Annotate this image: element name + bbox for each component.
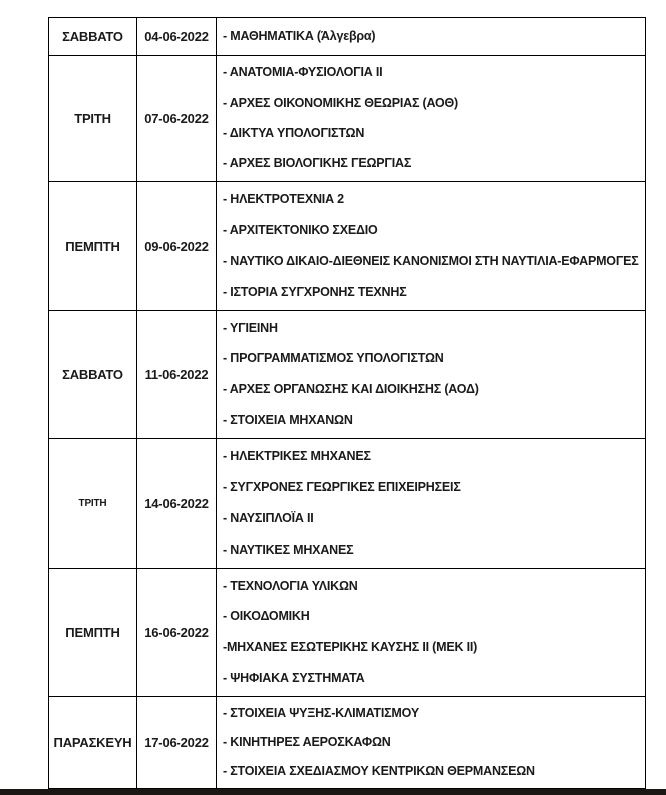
subject-item: - ΑΝΑΤΟΜΙΑ-ΦΥΣΙΟΛΟΓΙΑ ΙΙ (223, 65, 383, 80)
bottom-bar (0, 789, 666, 795)
subject-item: - ΑΡΧΕΣ ΟΡΓΑΝΩΣΗΣ ΚΑΙ ΔΙΟΙΚΗΣΗΣ (ΑΟΔ) (223, 382, 479, 396)
table-row (49, 696, 645, 788)
table-row (49, 438, 645, 568)
subjects-cell (216, 569, 645, 696)
day-cell: ΤΡΙΤΗ (74, 111, 111, 126)
day-cell: ΤΡΙΤΗ (78, 498, 107, 509)
subject-item: - ΠΡΟΓΡΑΜΜΑΤΙΣΜΟΣ ΥΠΟΛΟΓΙΣΤΩΝ (223, 351, 444, 366)
date-cell: 07-06-2022 (136, 56, 216, 181)
table-row (49, 18, 645, 55)
subject-item: - ΗΛΕΚΤΡΟΤΕΧΝΙΑ 2 (223, 191, 344, 206)
subject-item: - ΗΛΕΚΤΡΙΚΕΣ ΜΗΧΑΝΕΣ (223, 448, 371, 463)
subject-item: - ΤΕΧΝΟΛΟΓΙΑ ΥΛΙΚΩΝ (223, 578, 358, 593)
table-row (49, 181, 645, 310)
day-cell: ΠΕΜΠΤΗ (65, 238, 120, 254)
day-cell: ΣΑΒΒΑΤΟ (62, 29, 123, 44)
subject-item: - ΟΙΚΟΔΟΜΙΚΗ (223, 609, 310, 624)
subjects-cell (216, 697, 645, 788)
table-row (49, 568, 645, 696)
subject-item: - ΨΗΦΙΑΚΑ ΣΥΣΤΗΜΑΤΑ (223, 670, 365, 685)
date-cell: 09-06-2022 (136, 182, 216, 310)
subject-item: - ΣΤΟΙΧΕΙΑ ΜΗΧΑΝΩΝ (223, 412, 353, 427)
subject-item: - ΝΑΥΤΙΚΟ ΔΙΚΑΙΟ-ΔΙΕΘΝΕΙΣ ΚΑΝΟΝΙΣΜΟΙ ΣΤΗ ΝΑΥΤΙΛΙΑ-ΕΦΑΡΜΟΓΕΣ (223, 253, 639, 268)
date-cell: 14-06-2022 (136, 439, 216, 568)
subjects-cell (216, 311, 645, 438)
subject-item: - ΝΑΥΤΙΚΕΣ ΜΗΧΑΝΕΣ (223, 542, 354, 557)
subjects-cell (216, 439, 645, 568)
subject-item: - ΣΤΟΙΧΕΙΑ ΨΥΞΗΣ-ΚΛΙΜΑΤΙΣΜΟΥ (223, 705, 419, 720)
subject-item: - ΑΡΧΕΣ ΒΙΟΛΟΓΙΚΗΣ ΓΕΩΡΓΙΑΣ (223, 156, 412, 170)
subject-item: - ΜΑΘΗΜΑΤΙΚΑ (Άλγεβρα) (223, 28, 376, 43)
subjects-cell (216, 18, 645, 55)
table-row (49, 55, 645, 181)
subject-item: - ΚΙΝΗΤΗΡΕΣ ΑΕΡΟΣΚΑΦΩΝ (223, 734, 391, 749)
subject-item: - ΑΡΧΕΣ ΟΙΚΟΝΟΜΙΚΗΣ ΘΕΩΡΙΑΣ (ΑΟΘ) (223, 95, 458, 110)
date-cell: 17-06-2022 (136, 697, 216, 788)
day-cell: ΣΑΒΒΑΤΟ (62, 367, 123, 382)
subject-item: - ΣΥΓΧΡΟΝΕΣ ΓΕΩΡΓΙΚΕΣ ΕΠΙΧΕΙΡΗΣΕΙΣ (223, 480, 461, 494)
table-row (49, 310, 645, 438)
date-cell: 11-06-2022 (136, 311, 216, 438)
exam-schedule-table (48, 17, 646, 789)
subject-item: - ΣΤΟΙΧΕΙΑ ΣΧΕΔΙΑΣΜΟΥ ΚΕΝΤΡΙΚΩΝ ΘΕΡΜΑΝΣΕΩΝ (223, 763, 535, 778)
subject-item: - ΥΓΙΕΙΝΗ (223, 320, 278, 335)
subject-item: - ΔΙΚΤΥΑ ΥΠΟΛΟΓΙΣΤΩΝ (223, 125, 365, 140)
subjects-cell (216, 182, 645, 310)
subjects-cell (216, 56, 645, 181)
day-cell: ΠΑΡΑΣΚΕΥΗ (53, 735, 132, 750)
subject-item: -ΜΗΧΑΝΕΣ ΕΣΩΤΕΡΙΚΗΣ ΚΑΥΣΗΣ ΙΙ (ΜΕΚ ΙΙ) (223, 640, 478, 654)
day-cell: ΠΕΜΠΤΗ (65, 625, 120, 640)
date-cell: 16-06-2022 (136, 569, 216, 696)
date-cell: 04-06-2022 (136, 18, 216, 55)
subject-item: - ΙΣΤΟΡΙΑ ΣΥΓΧΡΟΝΗΣ ΤΕΧΝΗΣ (223, 284, 407, 299)
subject-item: - ΑΡΧΙΤΕΚΤΟΝΙΚΟ ΣΧΕΔΙΟ (223, 222, 378, 237)
subject-item: - ΝΑΥΣΙΠΛΟΪΑ ΙΙ (223, 511, 314, 526)
